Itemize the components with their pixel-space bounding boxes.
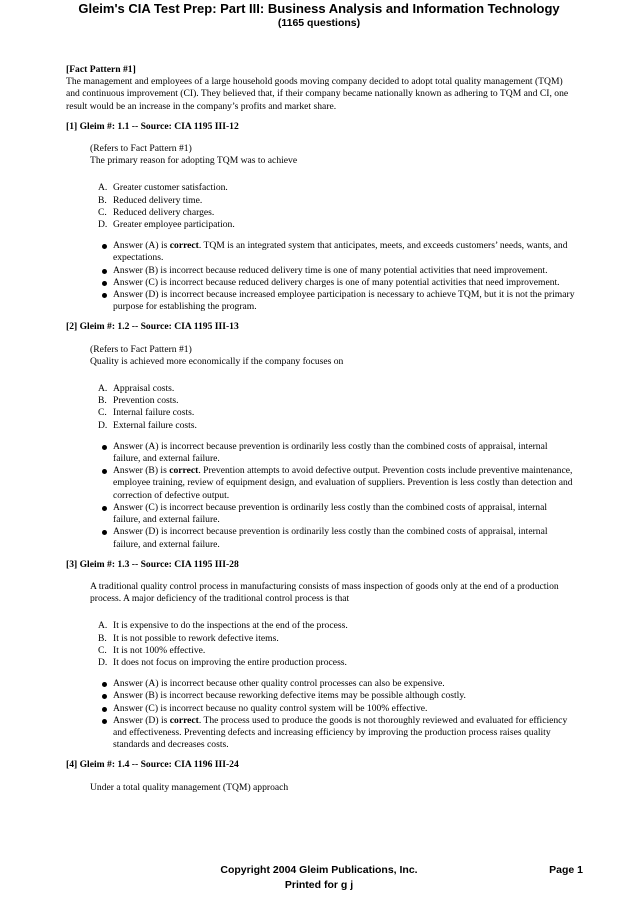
- answer-text: Answer (D) is incorrect because prevention is ordinarily less costly than the combined costs of appraisal, internal failure, and external failure.: [113, 526, 548, 550]
- bullet-icon: [102, 694, 107, 699]
- bullet-icon: [102, 682, 107, 687]
- answer-text: Answer (B) is: [113, 465, 170, 477]
- printed-for-footer: Printed for g j: [284, 879, 354, 891]
- choice-letter: C.: [98, 206, 107, 218]
- answer-explanation: [90, 703, 576, 715]
- answer-list: [90, 240, 576, 313]
- answer-explanation: [90, 502, 576, 526]
- question-stem: Quality is achieved more economically if the company focuses on: [90, 355, 344, 367]
- copyright-footer: Copyright 2004 Gleim Publications, Inc.: [220, 864, 418, 876]
- choice-item: [90, 620, 576, 632]
- choice-item: [90, 645, 576, 657]
- answer-text: Answer (A) is incorrect because other quality control processes can also be expensive.: [113, 678, 445, 690]
- choice-item: [90, 383, 576, 395]
- fact-pattern-reference: (Refers to Fact Pattern #1): [90, 143, 192, 155]
- question-item: [66, 759, 576, 793]
- choice-letter: D.: [98, 219, 108, 231]
- answer-explanation: [90, 690, 576, 702]
- choice-text: Greater customer satisfaction.: [113, 182, 228, 194]
- answer-text: Answer (C) is incorrect because prevention is ordinarily less costly than the combined costs of appraisal, internal failure, and external failure.: [113, 501, 547, 526]
- choice-letter: C.: [98, 644, 107, 656]
- answer-explanation: [90, 678, 576, 690]
- answer-explanation: [90, 265, 576, 277]
- answer-text: Answer (B) is incorrect because reduced delivery time is one of many potential activities that need improvement.: [113, 264, 548, 276]
- bullet-icon: [102, 244, 107, 249]
- choice-item: [90, 219, 576, 231]
- choice-item: [90, 395, 576, 407]
- choice-letter: B.: [98, 194, 107, 206]
- question-body: [90, 581, 576, 751]
- choice-item: [90, 182, 576, 194]
- answer-explanation: [90, 277, 576, 289]
- bullet-icon: [102, 707, 107, 712]
- bullet-icon: [102, 530, 107, 535]
- bullet-icon: [102, 293, 107, 298]
- question-item: [66, 559, 576, 752]
- answer-explanation: [90, 526, 576, 550]
- page-number: Page 1: [549, 864, 583, 876]
- choice-item: [90, 420, 576, 432]
- question-item: [66, 121, 576, 314]
- choice-letter: D.: [98, 656, 108, 668]
- answer-text: Answer (C) is incorrect because reduced delivery charges is one of many potential activities that need improvement.: [113, 276, 560, 288]
- choice-item: [90, 195, 576, 207]
- bullet-icon: [102, 269, 107, 274]
- choice-text: It does not focus on improving the entire production process.: [113, 656, 347, 668]
- fact-pattern-label: [Fact Pattern #1]: [66, 64, 136, 75]
- choice-text: Greater employee participation.: [113, 219, 235, 231]
- bullet-icon: [102, 445, 107, 450]
- bullet-icon: [102, 281, 107, 286]
- answer-list: [90, 441, 576, 551]
- answer-explanation: [90, 465, 576, 502]
- choice-text: Internal failure costs.: [113, 407, 195, 419]
- answer-text: Answer (C) is incorrect because no quality control system will be 100% effective.: [113, 702, 428, 714]
- choice-text: It is expensive to do the inspections at the end of the process.: [113, 620, 348, 632]
- fact-pattern-text: The management and employees of a large household goods moving company decided to adopt total quality management (TQM) and continuous improvement (CI). They believed that, if their company became nationally known as adhering to TQM and CI, one result would be an increase in the company’s profits and market share.: [66, 76, 569, 112]
- correct-label: correct: [169, 714, 199, 726]
- question-header: [3] Gleim #: 1.3 -- Source: CIA 1195 III-28: [66, 558, 239, 570]
- choice-list: [90, 182, 576, 231]
- question-stem: A traditional quality control process in manufacturing consists of mass inspection of goods only at the end of a production process. A major deficiency of the traditional control process is that: [90, 580, 559, 605]
- answer-explanation: [90, 715, 576, 752]
- choice-letter: D.: [98, 419, 108, 431]
- question-header: [1] Gleim #: 1.1 -- Source: CIA 1195 III-12: [66, 120, 239, 132]
- question-body: [90, 782, 576, 794]
- question-item: [66, 321, 576, 550]
- question-body: [90, 344, 576, 551]
- answer-list: [90, 678, 576, 751]
- question-stem: Under a total quality management (TQM) approach: [90, 781, 289, 793]
- choice-item: [90, 407, 576, 419]
- answer-text: Answer (D) is: [113, 714, 170, 726]
- choice-text: Reduced delivery charges.: [113, 206, 215, 218]
- choice-letter: A.: [98, 383, 108, 395]
- choice-letter: A.: [98, 620, 108, 632]
- choice-list: [90, 383, 576, 432]
- document-body: [66, 64, 576, 802]
- choice-text: It is not possible to rework defective items.: [113, 632, 279, 644]
- choice-list: [90, 620, 576, 669]
- answer-explanation: [90, 441, 576, 465]
- choice-letter: A.: [98, 182, 108, 194]
- answer-text: Answer (B) is incorrect because reworking defective items may be possible although costly.: [113, 690, 466, 702]
- question-body: [90, 143, 576, 313]
- answer-text: Answer (D) is incorrect because increased employee participation is necessary to achieve TQM, but it is not the primary purpose for establishing the program.: [113, 289, 575, 313]
- question-count: (1165 questions): [277, 17, 361, 29]
- document-title: Gleim's CIA Test Prep: Part III: Business Analysis and Information Technology: [78, 1, 560, 16]
- answer-text: Answer (A) is incorrect because prevention is ordinarily less costly than the combined costs of appraisal, internal failure, and external failure.: [113, 440, 548, 465]
- choice-text: Prevention costs.: [113, 395, 179, 407]
- correct-label: correct: [169, 465, 199, 477]
- answer-text-rest: . The process used to produce the goods is not thoroughly reviewed and evaluated for efficiency and effectiveness. Preventing defects and increasing efficiency by improving the production process raises quality standards and decreases costs.: [113, 714, 568, 751]
- choice-text: Appraisal costs.: [113, 383, 175, 395]
- choice-letter: C.: [98, 407, 107, 419]
- choice-item: [90, 657, 576, 669]
- answer-text-rest: . Prevention attempts to avoid defective output. Prevention costs include preventive maintenance, employee training, review of equipment design, and evaluation of suppliers. Prevention is less costly than detection and correction of defective output.: [113, 465, 573, 501]
- choice-text: External failure costs.: [113, 419, 197, 431]
- choice-letter: B.: [98, 395, 107, 407]
- answer-text-rest: . TQM is an integrated system that anticipates, meets, and exceeds customers’ needs, wants, and expectations.: [113, 240, 568, 264]
- bullet-icon: [102, 506, 107, 511]
- bullet-icon: [102, 469, 107, 474]
- fact-pattern-reference: (Refers to Fact Pattern #1): [90, 343, 192, 355]
- choice-text: It is not 100% effective.: [113, 644, 206, 656]
- choice-item: [90, 207, 576, 219]
- question-header: [2] Gleim #: 1.2 -- Source: CIA 1195 III-13: [66, 321, 239, 333]
- choice-text: Reduced delivery time.: [113, 194, 203, 206]
- bullet-icon: [102, 719, 107, 724]
- answer-text: Answer (A) is: [113, 240, 170, 252]
- correct-label: correct: [169, 240, 199, 252]
- answer-explanation: [90, 240, 576, 264]
- choice-letter: B.: [98, 632, 107, 644]
- question-list: [66, 121, 576, 794]
- answer-explanation: [90, 289, 576, 313]
- question-header: [4] Gleim #: 1.4 -- Source: CIA 1196 III-24: [66, 759, 239, 771]
- choice-item: [90, 633, 576, 645]
- question-stem: The primary reason for adopting TQM was to achieve: [90, 155, 298, 167]
